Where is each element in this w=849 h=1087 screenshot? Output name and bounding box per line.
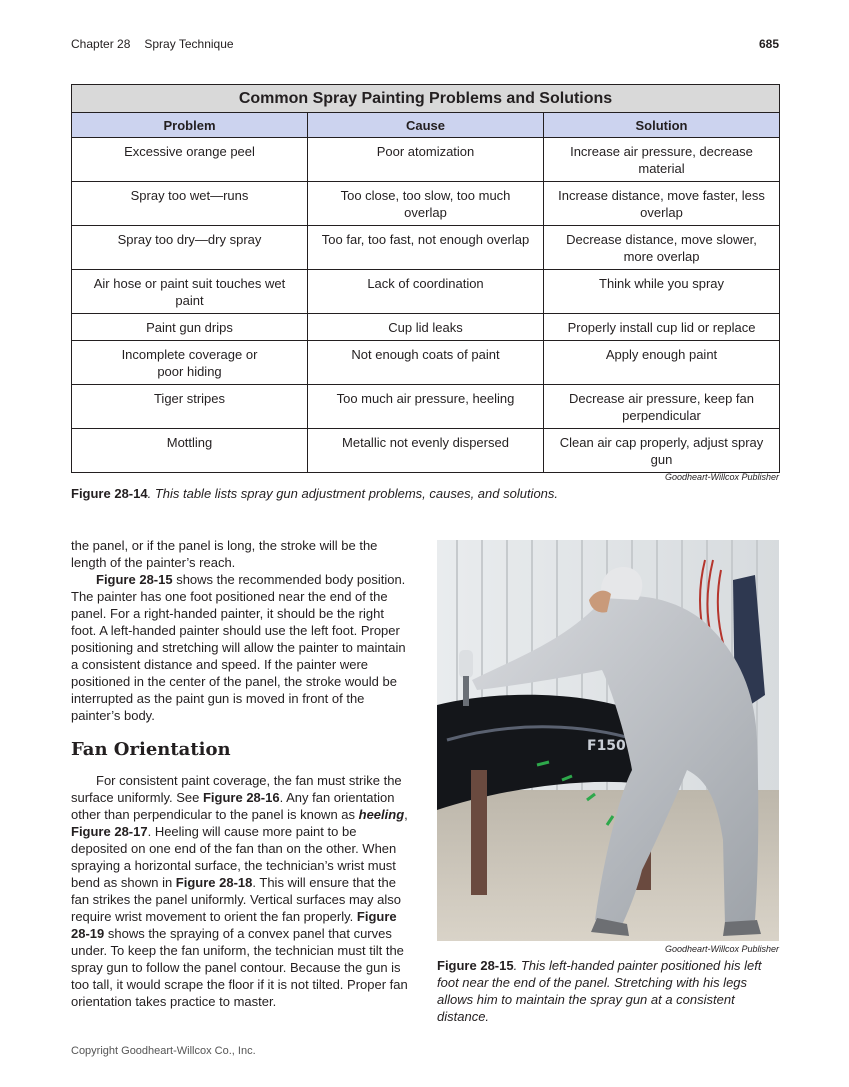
figure-label: Figure 28-14 bbox=[71, 486, 148, 501]
body-text-top bbox=[71, 537, 411, 724]
table-row bbox=[72, 429, 780, 473]
body-text-bottom bbox=[71, 772, 411, 1010]
chapter-label: Chapter 28 bbox=[71, 37, 131, 51]
table-cell: Spray too wet—runs bbox=[72, 182, 308, 226]
table-cell: Lack of coordination bbox=[308, 270, 544, 314]
table-cell: Think while you spray bbox=[544, 270, 780, 314]
table-credit: Goodheart-Willcox Publisher bbox=[665, 472, 779, 482]
table-header-row bbox=[72, 113, 780, 138]
column-header: Solution bbox=[544, 113, 780, 138]
f150-badge: F150 bbox=[587, 738, 626, 754]
table-cell: Not enough coats of paint bbox=[308, 341, 544, 385]
table-cell: Increase distance, move faster, less overlap bbox=[544, 182, 780, 226]
figure-ref: Figure 28-18 bbox=[175, 875, 253, 890]
table-cell: Tiger stripes bbox=[72, 385, 308, 429]
table-cell: Too far, too fast, not enough overlap bbox=[308, 226, 544, 270]
table-title: Common Spray Painting Problems and Solutions bbox=[71, 84, 780, 112]
caption-text: . This table lists spray gun adjustment problems, causes, and solutions. bbox=[147, 486, 559, 501]
table-cell: Excessive orange peel bbox=[72, 138, 308, 182]
problems-table bbox=[71, 84, 780, 473]
table-cell: Mottling bbox=[72, 429, 308, 473]
table-cell: Properly install cup lid or replace bbox=[544, 314, 780, 341]
key-term: heeling bbox=[358, 807, 405, 822]
column-header: Problem bbox=[72, 113, 308, 138]
table-row bbox=[72, 226, 780, 270]
figure-ref: Figure 28-15 bbox=[96, 572, 173, 587]
painter-photo bbox=[437, 540, 779, 941]
photo-credit: Goodheart-Willcox Publisher bbox=[665, 944, 779, 954]
table-cell: Poor atomization bbox=[308, 138, 544, 182]
paragraph: Figure 28-15 shows the recommended body position. The painter has one foot positioned near the end of the panel. For a right-handed painter, it should be the right foot. A left-handed painter should use the left foot. Proper positioning and stretching will allow the painter to maintain a consistent distance and speed. If the painter were positioned in the center of the panel, the stroke would be interrupted as the paint gun is moved in front of the painter’s body. bbox=[71, 572, 406, 723]
table-cell: Air hose or paint suit touches wet paint bbox=[72, 270, 308, 314]
table-cell: Too close, too slow, too much overlap bbox=[308, 182, 544, 226]
paragraph: the panel, or if the panel is long, the stroke will be the length of the painter’s reach. bbox=[71, 538, 378, 570]
figure-15-caption bbox=[437, 957, 779, 1025]
table-row bbox=[72, 270, 780, 314]
figure-ref: Figure 28-16 bbox=[202, 790, 280, 805]
table-cell: Increase air pressure, decrease material bbox=[544, 138, 780, 182]
table-cell: Metallic not evenly dispersed bbox=[308, 429, 544, 473]
running-header bbox=[71, 37, 234, 51]
paragraph: For consistent paint coverage, the fan must strike the surface uniformly. See Figure 28-16. Any fan orientation other than perpendicular to the panel is known as heeling, Figure 28-17. Heeling will cause more paint to be deposited on one end of the fan than on the other. When spraying a horizontal surface, the technician’s wrist must bend as shown in Figure 28-18. This will ensure that the fan strikes the panel uniformly. Vertical surfaces may also require wrist movement to orient the fan properly. Figure 28-19 shows the spraying of a convex panel that curves under. To keep the fan uniform, the technician must tilt the spray gun to follow the panel contour. Because the gun is too tall, it would scrape the floor if it is not tilted. Proper fan orientation takes practice to master. bbox=[71, 773, 408, 1009]
table-row bbox=[72, 385, 780, 429]
table-row bbox=[72, 182, 780, 226]
page-number: 685 bbox=[758, 37, 779, 51]
table-cell: Cup lid leaks bbox=[308, 314, 544, 341]
caption-text: . This left-handed painter positioned his left foot near the end of the panel. Stretching with his legs allows him to maintain the spray gun at a consistent distance. bbox=[437, 958, 762, 1024]
table-row bbox=[72, 314, 780, 341]
table-cell: Spray too dry—dry spray bbox=[72, 226, 308, 270]
column-header: Cause bbox=[308, 113, 544, 138]
figure-label: Figure 28-15 bbox=[437, 958, 514, 973]
section-heading: Fan Orientation bbox=[71, 739, 231, 760]
table-row bbox=[72, 138, 780, 182]
figure-ref: Figure 28-19 bbox=[71, 909, 397, 941]
figure-ref: Figure 28-17 bbox=[71, 824, 148, 839]
section-label: Spray Technique bbox=[144, 37, 234, 51]
table-cell: Clean air cap properly, adjust spray gun bbox=[544, 429, 780, 473]
table-cell: Incomplete coverage or poor hiding bbox=[72, 341, 308, 385]
table-cell: Too much air pressure, heeling bbox=[308, 385, 544, 429]
table-row bbox=[72, 341, 780, 385]
copyright-footer: Copyright Goodheart-Willcox Co., Inc. bbox=[71, 1045, 256, 1057]
table-cell: Apply enough paint bbox=[544, 341, 780, 385]
table-cell: Decrease air pressure, keep fan perpendicular bbox=[544, 385, 780, 429]
table-cell: Decrease distance, move slower, more overlap bbox=[544, 226, 780, 270]
figure-14-caption bbox=[71, 485, 779, 502]
table-cell: Paint gun drips bbox=[72, 314, 308, 341]
